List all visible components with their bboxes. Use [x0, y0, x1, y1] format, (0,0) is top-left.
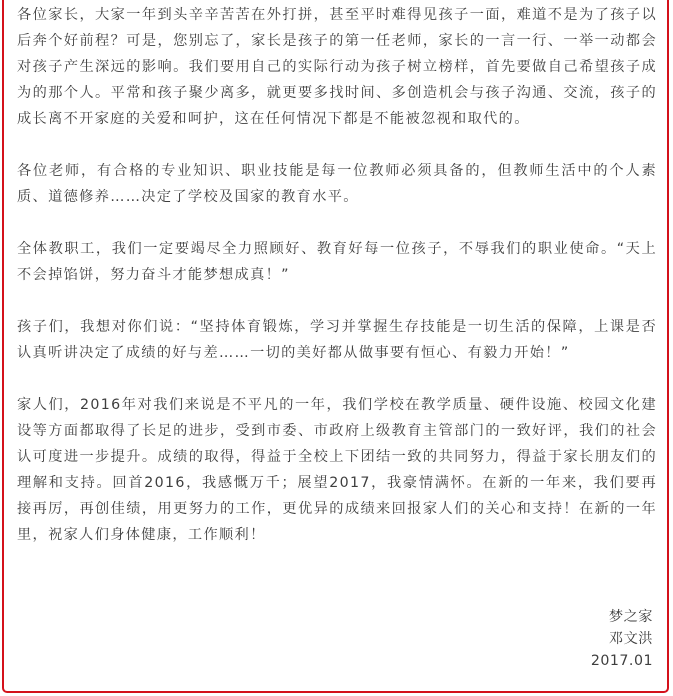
paragraph-family: 家人们，2016年对我们来说是不平凡的一年，我们学校在教学质量、硬件设施、校园文化建设等方面都取得了长足的进步，受到市委、市政府上级教育主管部门的一致好评，我们的社会认可度进一步提升。成绩的取得，得益于全校上下团结一致的共同努力，得益于家长朋友们的理解和支持。回首2016，我感慨万千；展望2017，我豪情满怀。在新的一年来，我们要再接再厉，再创佳绩，用更努力的工作，更优异的成绩来回报家人们的关心和支持！在新的一年里，祝家人们身体健康，工作顺利！ [17, 397, 657, 543]
signature-name: 邓文洪 [608, 631, 653, 647]
paragraph-staff: 全体教职工，我们一定要竭尽全力照顾好、教育好每一位孩子，不辱我们的职业使命。“天上不会掉馅饼，努力奋斗才能梦想成真！” [17, 241, 657, 283]
paragraph-parents: 各位家长，大家一年到头辛辛苦苦在外打拼，甚至平时难得见孩子一面，难道不是为了孩子以后奔个好前程？可是，您别忘了，家长是孩子的第一任老师，家长的一言一行、一举一动都会对孩子产生深远的影响。我们要用自己的实际行动为孩子树立榜样，首先要做自己希望孩子成为的那个人。平常和孩子聚少离多，就更要多找时间、多创造机会与孩子沟通、交流，孩子的成长离不开家庭的关爱和呵护，这在任何情况下都是不能被忽视和取代的。 [17, 7, 657, 127]
signature-date: 2017.01 [590, 653, 653, 669]
signature-block [591, 606, 653, 672]
paragraph-children: 孩子们，我想对你们说：“坚持体育锻炼，学习并掌握生存技能是一切生活的保障，上课是否认真听讲决定了成绩的好与差……一切的美好都从做事要有恒心、有毅力开始！” [17, 319, 657, 361]
article-body [17, 2, 657, 574]
signature-organization: 梦之家 [608, 609, 653, 625]
paragraph-teachers: 各位老师，有合格的专业知识、职业技能是每一位教师必须具备的，但教师生活中的个人素质、道德修养……决定了学校及国家的教育水平。 [17, 163, 657, 205]
